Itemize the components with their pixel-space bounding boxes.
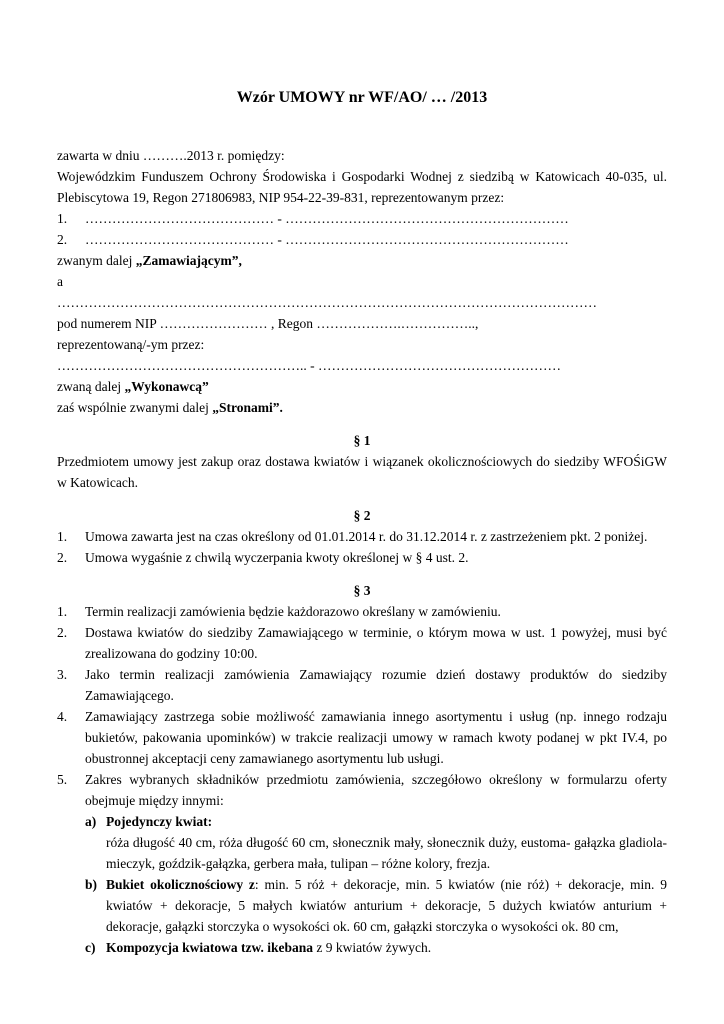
sub-list-item-body <box>106 937 667 958</box>
clause-prefix: zwanym dalej <box>57 253 136 268</box>
zamawiajacy-clause <box>57 250 667 271</box>
list-marker: 1. <box>57 529 68 544</box>
sub-list-item-c <box>85 937 667 958</box>
sub-list-item-body <box>106 874 667 937</box>
strony-clause <box>57 397 667 418</box>
sub-list-marker: b) <box>85 877 98 892</box>
section-1-heading: § 1 <box>353 433 371 448</box>
contractor-name-blank: ………………………………………………………………………………………………………… <box>57 295 597 310</box>
wykonawca-clause <box>57 376 667 397</box>
defined-term-zamawiajacy: „Zamawiającym”, <box>135 253 242 268</box>
list-item <box>57 622 667 664</box>
section-2 <box>57 505 667 568</box>
list-marker: 1. <box>57 604 68 619</box>
list-item-text: Umowa wygaśnie z chwilą wyczerpania kwoty określonej w § 4 ust. 2. <box>85 550 469 565</box>
document-title: Wzór UMOWY nr WF/AO/ … /2013 <box>236 89 488 106</box>
sub-list-item-a <box>85 811 667 874</box>
sub-list-marker: c) <box>85 940 96 955</box>
clause-prefix: zwaną dalej <box>57 379 125 394</box>
list-marker: 1. <box>57 211 68 226</box>
intro-opening-line: zawarta w dniu ……….2013 r. pomiędzy: <box>57 148 285 163</box>
representative-line-1 <box>57 208 667 229</box>
list-item <box>57 664 667 706</box>
sub-item-lead: Kompozycja kwiatowa tzw. ikebana <box>106 940 313 955</box>
section-1-body: Przedmiotem umowy jest zakup oraz dostawa kwiatów i wiązanek okolicznościowych do siedziby WFOŚiGW w Katowicach. <box>57 454 667 490</box>
sub-item-lead: Pojedynczy kwiat: <box>106 814 213 829</box>
section-3-heading: § 3 <box>353 583 371 598</box>
list-item-text: Jako termin realizacji zamówienia Zamawiający rozumie dzień dostawy produktów do siedziby Zamawiającego. <box>85 667 667 703</box>
list-item <box>57 547 667 568</box>
sub-list-item-b <box>85 874 667 937</box>
list-item-text: Umowa zawarta jest na czas określony od 01.01.2014 r. do 31.12.2014 r. z zastrzeżeniem pkt. 2 poniżej. <box>85 529 648 544</box>
list-item <box>57 601 667 622</box>
list-item-text: Termin realizacji zamówienia będzie każdorazowo określany w zamówieniu. <box>85 604 501 619</box>
defined-term-strony: „Stronami”. <box>212 400 283 415</box>
clause-prefix: zaś wspólnie zwanymi dalej <box>57 400 213 415</box>
fill-in-blank: …………………………………… - ……………………………………………………… <box>85 232 569 247</box>
connector-a: a <box>57 274 63 289</box>
sub-item-text: z 9 kwiatów żywych. <box>313 940 432 955</box>
party1-paragraph: Wojewódzkim Funduszem Ochrony Środowiska i Gospodarki Wodnej z siedzibą w Katowicach 40-035, ul. Plebiscytowa 19, Regon 271806983, NIP 954-22-39-831, reprezentowanym przez: <box>57 169 667 205</box>
list-marker: 3. <box>57 667 68 682</box>
sub-item-text: róża długość 40 cm, róża długość 60 cm, słonecznik mały, słonecznik duży, eustoma- gałązka gladiola-mieczyk, goździk-gałązka, gerbera mała, tulipan – różne kolory, frezja. <box>106 835 667 871</box>
fill-in-blank: …………………………………… - ……………………………………………………… <box>85 211 569 226</box>
represented-by-line: reprezentowaną/-ym przez: <box>57 337 205 352</box>
list-marker: 2. <box>57 232 68 247</box>
list-item-text: Zakres wybranych składników przedmiotu zamówienia, szczegółowo określony w formularzu oferty obejmuje między innymi: <box>85 772 667 808</box>
sub-list-item-body <box>106 811 667 874</box>
representative-line-2 <box>57 229 667 250</box>
list-marker: 2. <box>57 625 68 640</box>
list-item <box>57 706 667 769</box>
list-item <box>57 769 667 958</box>
defined-term-wykonawca: „Wykonawcą” <box>124 379 209 394</box>
list-item <box>57 526 667 547</box>
contractor-representative-blank: ……………………………………………….. - ……………………………………………… <box>57 358 561 373</box>
sub-item-text: : min. 5 róż + dekoracje, min. 5 kwiatów (nie róż) + dekoracje, min. 9 kwiatów + dekoracje, 5 małych kwiatów anturium + dekoracje, 5 dużych kwiatów anturium + dekoracje, gałązki storczyka o wysokości ok. 60 cm, gałązki storczyka o wysokości ok. 80 cm, <box>106 877 667 934</box>
sub-list-marker: a) <box>85 814 97 829</box>
sub-item-lead: Bukiet okolicznościowy z <box>106 877 255 892</box>
list-item-text: Zamawiający zastrzega sobie możliwość zamawiania innego asortymentu i usług (np. innego rodzaju bukietów, pakowania upominków) w trakcie realizacji umowy w ramach kwoty podanej w pkt IV.4, po obustronnej akceptacji ceny zamawianego asortymentu lub usługi. <box>85 709 667 766</box>
section-3 <box>57 580 667 958</box>
nip-regon-line: pod numerem NIP …………………… , Regon ……………….…………….., <box>57 316 479 331</box>
section-1 <box>57 430 667 493</box>
list-marker: 2. <box>57 550 68 565</box>
section-2-heading: § 2 <box>353 508 371 523</box>
list-item-body <box>85 769 667 958</box>
list-item-text: Dostawa kwiatów do siedziby Zamawiającego w terminie, o którym mowa w ust. 1 powyżej, musi być zrealizowana do godziny 10:00. <box>85 625 667 661</box>
list-marker: 5. <box>57 772 68 787</box>
list-marker: 4. <box>57 709 68 724</box>
